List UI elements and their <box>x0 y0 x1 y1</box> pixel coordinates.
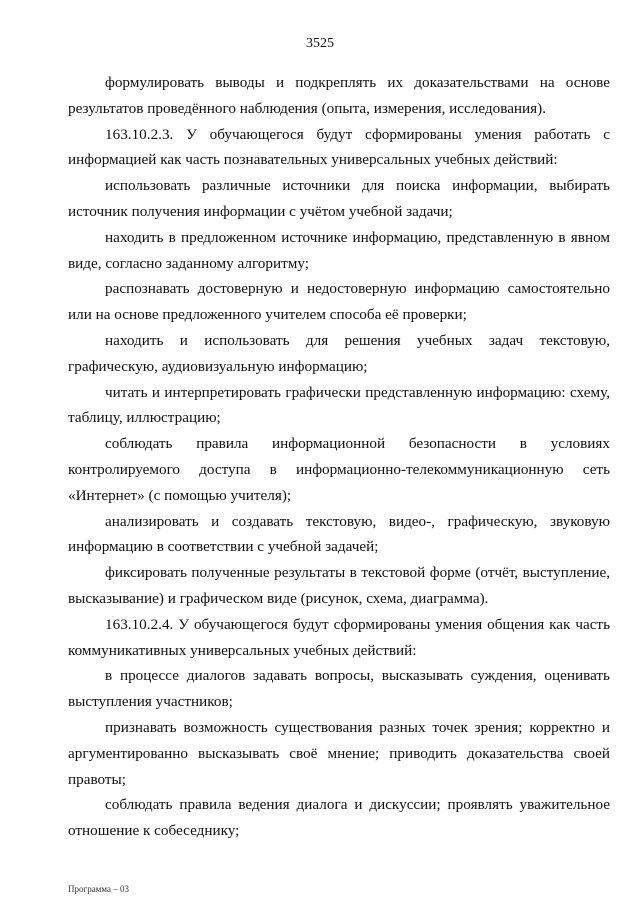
paragraph-create-info: анализировать и создавать текстовую, видео-, графическую, звуковую информацию в соответствии с учебной задачей; <box>68 512 610 556</box>
page-number: 3525 <box>306 36 334 51</box>
paragraph-dialogues: в процессе диалогов задавать вопросы, высказывать суждения, оценивать выступления участников; <box>68 667 610 711</box>
paragraph-163-10-2-4: 163.10.2.4. У обучающегося будут сформированы умения общения как часть коммуникативных универсальных учебных действий: <box>68 615 610 659</box>
paragraph-recognize-info: распознавать достоверную и недостоверную информацию самостоятельно или на основе предложенного учителем способа её проверки; <box>68 280 610 324</box>
paragraph-use-media: находить и использовать для решения учебных задач текстовую, графическую, аудиовизуальную информацию; <box>68 331 610 375</box>
paragraph-interpret-graphics: читать и интерпретировать графически представленную информацию: схему, таблицу, иллюстрацию; <box>68 383 610 427</box>
paragraph-record-results: фиксировать полученные результаты в текстовой форме (отчёт, выступление, высказывание) и графическом виде (рисунок, схема, диаграмма). <box>68 564 610 607</box>
paragraph-163-10-2-3: 163.10.2.3. У обучающегося будут сформированы умения работать с информацией как часть познавательных универсальных учебных действий: <box>68 125 610 169</box>
paragraph-info-security: соблюдать правила информационной безопасности в условиях контролируемого доступа в информационно-телекоммуникационную сеть «Интернет» (с помощью учителя); <box>68 435 610 504</box>
document-body <box>68 70 610 844</box>
paragraph-dialogue-rules: соблюдать правила ведения диалога и дискуссии; проявлять уважительное отношение к собеседнику; <box>68 796 610 840</box>
paragraph-conclusions: формулировать выводы и подкреплять их доказательствами на основе результатов проведённого наблюдения (опыта, измерения, исследования). <box>68 74 610 117</box>
paragraph-use-sources: использовать различные источники для поиска информации, выбирать источник получения информации с учётом учебной задачи; <box>68 177 610 220</box>
footer-label: Программа – 03 <box>68 884 130 894</box>
paragraph-find-info: находить в предложенном источнике информацию, представленную в явном виде, согласно заданному алгоритму; <box>68 228 610 272</box>
paragraph-viewpoints: признавать возможность существования разных точек зрения; корректно и аргументированно высказывать своё мнение; приводить доказательства своей правоты; <box>68 718 610 788</box>
